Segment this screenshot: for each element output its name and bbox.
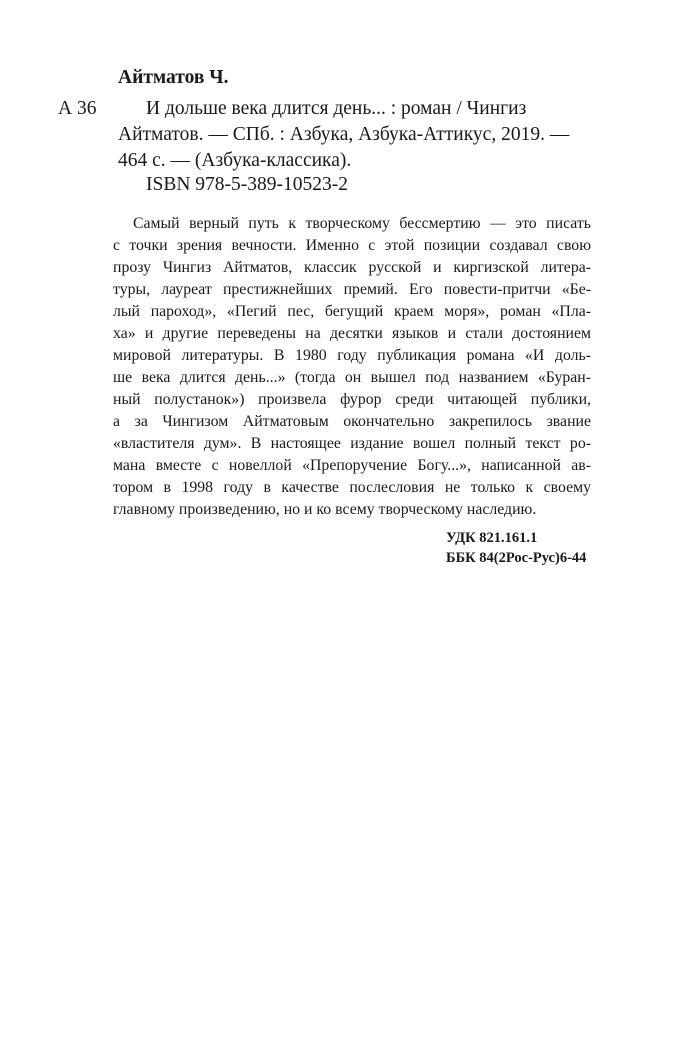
annotation-line: ха» и другие переведены на десятки языков и стали достоянием (113, 325, 591, 342)
annotation-line: «властителя дум». В настоящее издание вошел полный текст ро- (113, 435, 591, 452)
author-heading: Айтматов Ч. (118, 67, 229, 88)
annotation-line: Самый верный путь к творческому бессмертию — это писать (133, 215, 591, 232)
annotation-line: ше века длится день...» (тогда он вышел под названием «Буран- (113, 369, 591, 386)
bibliographic-line-pages-series: 464 с. — (Азбука-классика). (118, 150, 352, 171)
annotation-line: мана вместе с новеллой «Препоручение Богу...», написанной ав- (113, 457, 591, 474)
annotation-line: туры, лауреат престижнейших премий. Его повести-притчи «Бе- (113, 281, 591, 298)
bbk-code: ББК 84(2Рос-Рус)6-44 (446, 550, 587, 566)
annotation-line: с точки зрения вечности. Именно с этой позиции создавал свою (113, 237, 591, 254)
isbn: ISBN 978-5-389-10523-2 (146, 174, 349, 195)
annotation-line: ный полустанок») произвела фурор среди читающей публики, (113, 391, 591, 408)
author-sign-code: А 36 (58, 98, 97, 119)
annotation-line: тором в 1998 году в качестве послесловия не только к своему (113, 479, 591, 496)
annotation-line: лый пароход», «Пегий пес, бегущий краем моря», роман «Пла- (113, 303, 591, 320)
annotation-line: мировой литературы. В 1980 году публикация романа «И доль- (113, 347, 591, 364)
annotation-line: прозу Чингиз Айтматов, классик русской и киргизской литера- (113, 259, 591, 276)
bibliographic-line-publisher: Айтматов. — СПб. : Азбука, Азбука-Аттикус, 2019. — (118, 124, 570, 145)
bibliographic-line-title: И дольше века длится день... : роман / Чингиз (146, 98, 527, 119)
annotation-line: главному произведению, но и ко всему творческому наследию. (113, 501, 537, 518)
annotation-line: а за Чингизом Айтматовым окончательно закрепилось звание (113, 413, 591, 430)
udk-code: УДК 821.161.1 (446, 530, 538, 546)
